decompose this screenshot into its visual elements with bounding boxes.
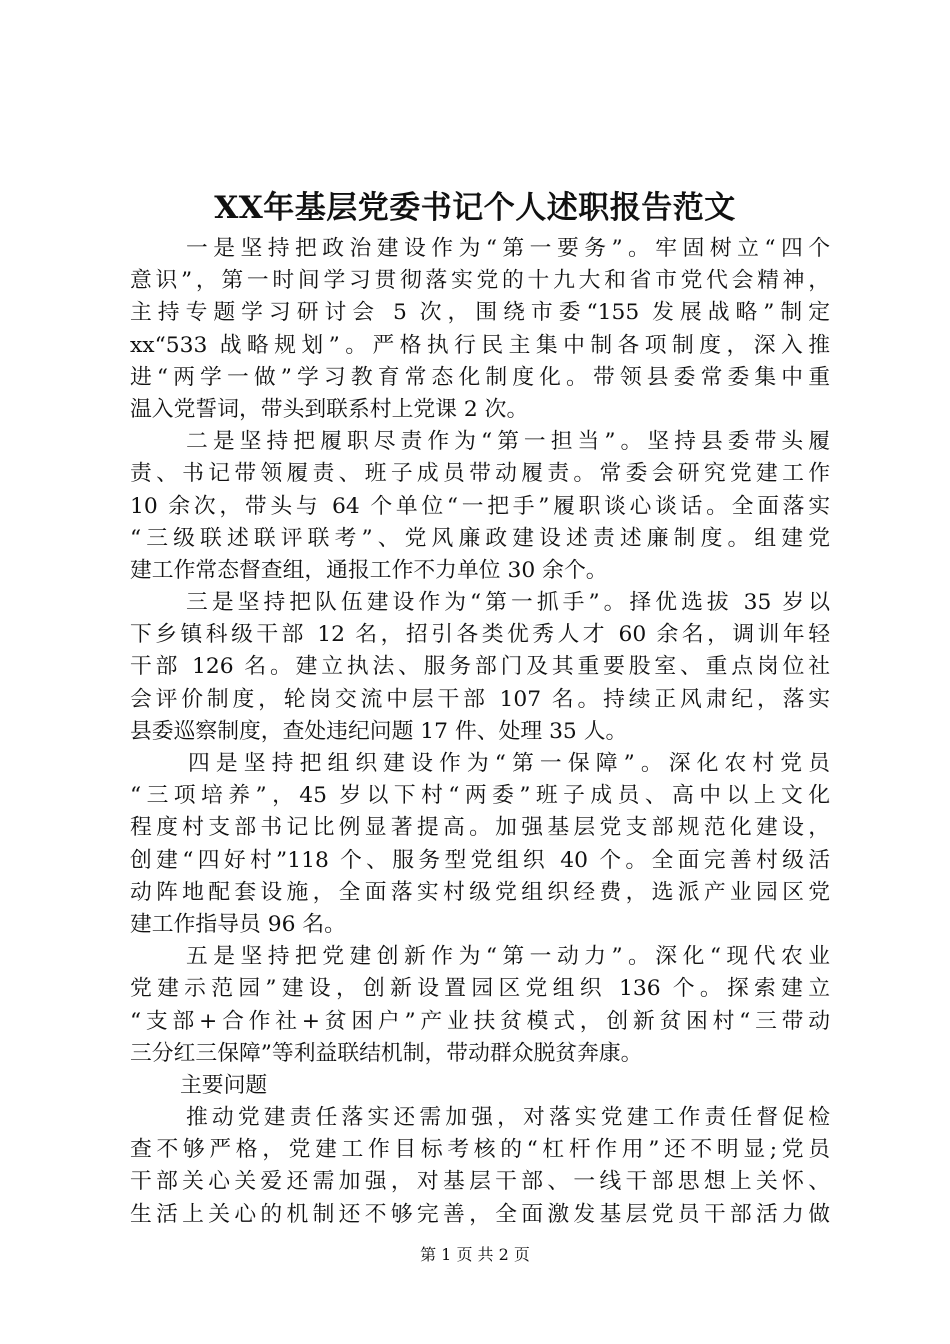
paragraph-6-line-1: 推动党建责任落实还需加强，对落实党建工作责任督促检 — [186, 1105, 830, 1131]
paragraph-1-line-1: 一是坚持把政治建设作为“第一要务”。牢固树立“四个 — [186, 236, 830, 261]
paragraph-2-line-4: “三级联述联评联考”、党风廉政建设述责述廉制度。组建党 — [130, 525, 830, 551]
document-body — [130, 233, 830, 1231]
section-heading-main-problems: 主要问题 — [180, 1072, 268, 1098]
paragraph-3-line-2: 下乡镇科级干部 12 名，招引各类优秀人才 60 余名，调训年轻 — [130, 622, 830, 648]
paragraph-5-line-3: “支部+合作社+贫困户”产业扶贫模式，创新贫困村“三带动 — [130, 1008, 830, 1034]
paragraph-4-line-5: 动阵地配套设施，全面落实村级党组织经费，选派产业园区党 — [130, 879, 830, 905]
paragraph-2-line-1: 二是坚持把履职尽责作为“第一担当”。坚持县委带头履 — [186, 429, 830, 455]
paragraph-6-line-3: 干部关心关爱还需加强，对基层干部、一线干部思想上关怀、 — [130, 1169, 830, 1195]
paragraph-2-line-3: 10 余次，带头与 64 个单位“一把手”履职谈心谈话。全面落实 — [130, 493, 830, 519]
paragraph-4-line-3: 程度村支部书记比例显著提高。加强基层党支部规范化建设， — [130, 815, 830, 841]
paragraph-6-line-2: 查不够严格，党建工作目标考核的“杠杆作用”还不明显;党员 — [130, 1137, 830, 1163]
paragraph-5-line-4: 三分红三保障”等利益联结机制，带动群众脱贫奔康。 — [130, 1040, 643, 1066]
paragraph-4-line-6: 建工作指导员 96 名。 — [130, 911, 346, 937]
paragraph-1-line-3: 主持专题学习研讨会 5 次，围绕市委“155 发展战略”制定 — [130, 300, 830, 326]
paragraph-1-line-2: 意识”，第一时间学习贯彻落实党的十九大和省市党代会精神， — [130, 268, 830, 294]
document-title: XX年基层党委书记个人述职报告范文 — [214, 190, 736, 226]
paragraph-5-line-2: 党建示范园”建设，创新设置园区党组织 136 个。探索建立 — [130, 976, 830, 1002]
paragraph-3-line-3: 干部 126 名。建立执法、服务部门及其重要股室、重点岗位社 — [130, 654, 830, 680]
paragraph-2-line-2: 责、书记带领履责、班子成员带动履责。常委会研究党建工作 — [130, 461, 830, 487]
paragraph-6-line-4: 生活上关心的机制还不够完善，全面激发基层党员干部活力做 — [130, 1201, 830, 1227]
paragraph-3-line-1: 三是坚持把队伍建设作为“第一抓手”。择优选拔 35 岁以 — [186, 590, 830, 616]
paragraph-4-line-4: 创建“四好村”118 个、服务型党组织 40 个。全面完善村级活 — [130, 847, 830, 873]
paragraph-5-line-1: 五是坚持把党建创新作为“第一动力”。深化“现代农业 — [186, 944, 830, 970]
paragraph-2-line-5: 建工作常态督查组，通报工作不力单位 30 余个。 — [130, 557, 608, 583]
paragraph-4-line-2: “三项培养”，45 岁以下村“两委”班子成员、高中以上文化 — [130, 783, 830, 809]
page-number-footer: 第 1 页 共 2 页 — [420, 1245, 530, 1264]
paragraph-3-line-5: 县委巡察制度，查处违纪问题 17 件、处理 35 人。 — [130, 718, 628, 744]
paragraph-1-line-5: 进“两学一做”学习教育常态化制度化。带领县委常委集中重 — [130, 364, 830, 390]
paragraph-4-line-1: 四是坚持把组织建设作为“第一保障”。深化农村党员 — [188, 751, 830, 776]
paragraph-3-line-4: 会评价制度，轮岗交流中层干部 107 名。持续正风肃纪，落实 — [130, 686, 830, 712]
paragraph-1-line-4: xx“533 战略规划”。严格执行民主集中制各项制度，深入推 — [130, 332, 830, 358]
paragraph-1-line-6: 温入党誓词，带头到联系村上党课 2 次。 — [130, 396, 529, 422]
